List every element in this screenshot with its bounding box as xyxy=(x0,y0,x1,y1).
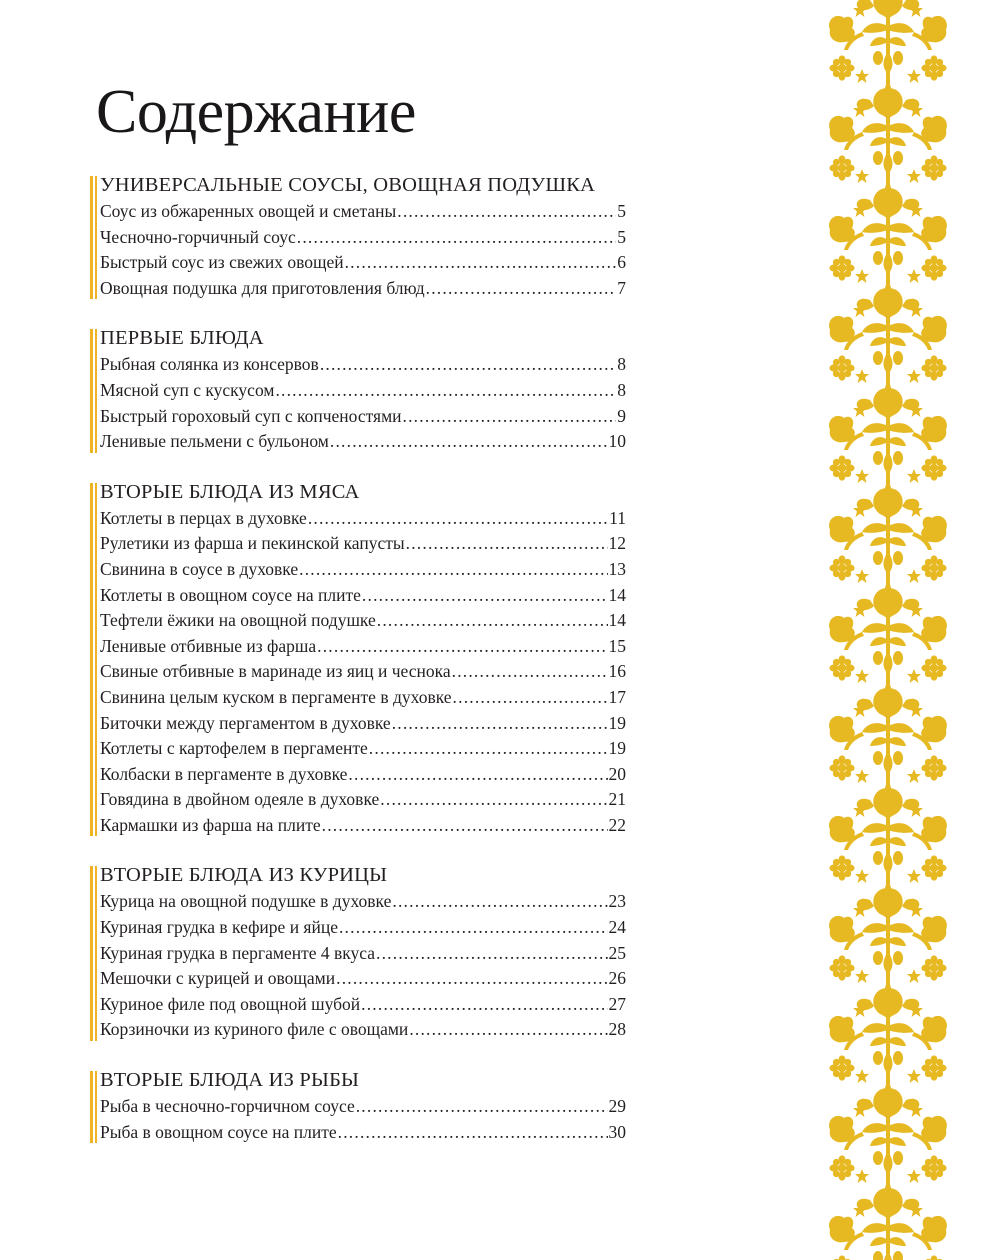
dot-leader xyxy=(348,762,607,788)
section-accent-bar xyxy=(90,483,98,837)
dot-leader xyxy=(377,608,608,634)
toc-entry[interactable] xyxy=(100,429,626,455)
toc-entry[interactable] xyxy=(100,1094,626,1120)
floral-motif xyxy=(829,280,947,383)
entry-title: Колбаски в пергаменте в духовке xyxy=(100,763,348,784)
page-number: 27 xyxy=(608,993,626,1014)
floral-ornament-border xyxy=(826,0,950,1260)
page-number: 6 xyxy=(617,252,626,273)
dot-leader xyxy=(320,352,616,378)
page-number: 10 xyxy=(608,431,626,452)
dot-leader xyxy=(308,506,608,532)
toc-entry[interactable] xyxy=(100,352,626,378)
dot-leader xyxy=(409,1017,607,1043)
table-of-contents xyxy=(90,172,630,1169)
entry-title: Котлеты с картофелем в пергаменте xyxy=(100,738,368,759)
page-number: 14 xyxy=(608,610,626,631)
entry-title: Биточки между пергаментом в духовке xyxy=(100,712,391,733)
floral-motif xyxy=(829,580,947,683)
dot-leader xyxy=(330,429,608,455)
page-number: 5 xyxy=(617,201,626,221)
dot-leader xyxy=(376,941,607,967)
entry-title: Соус из обжаренных овощей и сметаны xyxy=(100,201,397,221)
toc-entry[interactable] xyxy=(100,506,626,532)
entry-title: Корзиночки из куриного филе с овощами xyxy=(100,1019,409,1040)
dot-leader xyxy=(339,915,608,941)
page-number: 8 xyxy=(617,379,626,400)
dot-leader xyxy=(275,378,616,404)
toc-entry[interactable] xyxy=(100,889,626,915)
dot-leader xyxy=(452,659,608,685)
entry-title: Котлеты в перцах в духовке xyxy=(100,507,307,528)
accent-bar-thick xyxy=(90,866,93,1041)
accent-bar-thin xyxy=(95,866,97,1041)
toc-entry[interactable] xyxy=(100,813,626,839)
toc-entry[interactable] xyxy=(100,966,626,992)
page-number: 13 xyxy=(608,558,626,579)
entry-title: Ленивые пельмени с бульоном xyxy=(100,431,329,452)
section-accent-bar xyxy=(90,176,98,299)
entry-title: Рыба в овощном соусе на плите xyxy=(100,1121,337,1142)
entry-title: Котлеты в овощном соусе на плите xyxy=(100,584,361,605)
entry-title: Куриная грудка в пергаменте 4 вкуса xyxy=(100,942,376,963)
dot-leader xyxy=(453,685,608,711)
entry-title: Кармашки из фарша на плите xyxy=(100,814,321,835)
section-heading: ВТОРЫЕ БЛЮДА ИЗ КУРИЦЫ xyxy=(100,864,388,887)
entry-title: Овощная подушка для приготовления блюд xyxy=(100,277,425,298)
toc-entry[interactable] xyxy=(100,941,626,967)
toc-entry[interactable] xyxy=(100,250,626,276)
floral-motif xyxy=(829,980,947,1083)
dot-leader xyxy=(317,634,607,660)
dot-leader xyxy=(392,889,607,915)
toc-entry[interactable] xyxy=(100,685,626,711)
toc-entry[interactable] xyxy=(100,634,626,660)
entry-title: Быстрый гороховый суп с копченостями xyxy=(100,405,402,426)
toc-section xyxy=(90,479,630,839)
page-number: 16 xyxy=(608,661,626,682)
toc-entry[interactable] xyxy=(100,659,626,685)
toc-entry[interactable] xyxy=(100,276,626,302)
entry-title: Свинина целым куском в пергаменте в духовке xyxy=(100,686,452,707)
toc-entry[interactable] xyxy=(100,711,626,737)
dot-leader xyxy=(336,966,607,992)
dot-leader xyxy=(345,250,617,276)
entry-title: Говядина в двойном одеяле в духовке xyxy=(100,789,380,810)
floral-motif xyxy=(829,80,947,183)
page-number: 30 xyxy=(608,1121,626,1142)
page-number: 22 xyxy=(608,814,626,835)
dot-leader xyxy=(322,813,608,839)
page-number: 19 xyxy=(608,738,626,759)
entry-title: Рыбная солянка из консервов xyxy=(100,354,319,375)
entry-title: Мясной суп с кускусом xyxy=(100,379,275,400)
page-number: 28 xyxy=(608,1019,626,1040)
section-heading: ПЕРВЫЕ БЛЮДА xyxy=(100,327,264,350)
page-number: 14 xyxy=(608,584,626,605)
section-accent-bar xyxy=(90,866,98,1041)
toc-entry[interactable] xyxy=(100,583,626,609)
toc-entry[interactable] xyxy=(100,992,626,1018)
page-number: 26 xyxy=(608,968,626,989)
entry-title: Рыба в чесночно-горчичном соусе xyxy=(100,1096,355,1117)
toc-section xyxy=(90,1067,630,1145)
page-number: 5 xyxy=(617,226,626,247)
toc-section xyxy=(90,172,630,301)
page-number: 25 xyxy=(608,942,626,963)
page-number: 7 xyxy=(617,277,626,298)
floral-motif xyxy=(829,380,947,483)
section-heading: ВТОРЫЕ БЛЮДА ИЗ РЫБЫ xyxy=(100,1069,360,1092)
page-number: 29 xyxy=(608,1096,626,1117)
page-title: Содержание xyxy=(96,78,416,146)
page-number: 8 xyxy=(617,354,626,375)
toc-entry[interactable] xyxy=(100,736,626,762)
entry-title: Рулетики из фарша и пекинской капусты xyxy=(100,533,405,554)
entry-title: Чесночно-горчичный соус xyxy=(100,226,296,247)
page-number: 11 xyxy=(609,507,626,528)
floral-motif xyxy=(829,1180,947,1260)
accent-bar-thick xyxy=(90,483,93,837)
dot-leader xyxy=(356,1094,608,1120)
toc-entry[interactable] xyxy=(100,557,626,583)
section-heading: УНИВЕРСАЛЬНЫЕ СОУСЫ, ОВОЩНАЯ ПОДУШКА xyxy=(100,174,596,196)
page-number: 24 xyxy=(608,917,626,938)
entry-title: Мешочки с курицей и овощами xyxy=(100,968,336,989)
entry-title: Куриная грудка в кефире и яйце xyxy=(100,917,338,938)
dot-leader xyxy=(403,404,617,430)
dot-leader xyxy=(397,199,616,225)
accent-bar-thin xyxy=(95,329,97,452)
floral-motif xyxy=(829,180,947,283)
dot-leader xyxy=(426,276,617,302)
toc-entry[interactable] xyxy=(100,608,626,634)
dot-leader xyxy=(361,992,607,1018)
toc-entry[interactable] xyxy=(100,531,626,557)
toc-section xyxy=(90,862,630,1043)
toc-entry[interactable] xyxy=(100,915,626,941)
page-number: 20 xyxy=(608,763,626,784)
entry-title: Свинина в соусе в духовке xyxy=(100,558,299,579)
page-number: 23 xyxy=(608,891,626,912)
toc-entry[interactable] xyxy=(100,378,626,404)
accent-bar-thick xyxy=(90,176,93,299)
floral-motif xyxy=(829,880,947,983)
floral-motif xyxy=(829,0,947,83)
dot-leader xyxy=(392,711,608,737)
accent-bar-thin xyxy=(95,483,97,837)
section-accent-bar xyxy=(90,1071,98,1143)
entry-title: Курица на овощной подушке в духовке xyxy=(100,891,392,912)
page-number: 21 xyxy=(608,789,626,810)
floral-motif xyxy=(829,780,947,883)
page-number: 19 xyxy=(608,712,626,733)
page-number: 9 xyxy=(617,405,626,426)
toc-entry[interactable] xyxy=(100,787,626,813)
toc-entry[interactable] xyxy=(100,225,626,251)
page-number: 17 xyxy=(608,686,626,707)
dot-leader xyxy=(297,225,616,251)
floral-motif xyxy=(829,480,947,583)
entry-title: Свиные отбивные в маринаде из яиц и чеснока xyxy=(100,661,451,682)
accent-bar-thin xyxy=(95,1071,97,1143)
toc-section xyxy=(90,325,630,454)
dot-leader xyxy=(406,531,608,557)
dot-leader xyxy=(369,736,608,762)
accent-bar-thick xyxy=(90,1071,93,1143)
entry-title: Тефтели ёжики на овощной подушке xyxy=(100,610,376,631)
toc-entry[interactable] xyxy=(100,1017,626,1043)
entry-title: Куриное филе под овощной шубой xyxy=(100,993,361,1014)
accent-bar-thin xyxy=(95,176,97,299)
toc-entry[interactable] xyxy=(100,762,626,788)
toc-entry[interactable] xyxy=(100,199,626,225)
page-number: 12 xyxy=(608,533,626,554)
dot-leader xyxy=(338,1120,608,1146)
floral-motif xyxy=(829,680,947,783)
dot-leader xyxy=(380,787,607,813)
toc-entry[interactable] xyxy=(100,404,626,430)
dot-leader xyxy=(362,583,608,609)
section-heading: ВТОРЫЕ БЛЮДА ИЗ МЯСА xyxy=(100,480,360,503)
section-accent-bar xyxy=(90,329,98,452)
dot-leader xyxy=(299,557,607,583)
entry-title: Быстрый соус из свежих овощей xyxy=(100,252,344,273)
page-number: 15 xyxy=(608,635,626,656)
toc-entry[interactable] xyxy=(100,1120,626,1146)
entry-title: Ленивые отбивные из фарша xyxy=(100,635,317,656)
floral-motif xyxy=(829,1080,947,1183)
accent-bar-thick xyxy=(90,329,93,452)
